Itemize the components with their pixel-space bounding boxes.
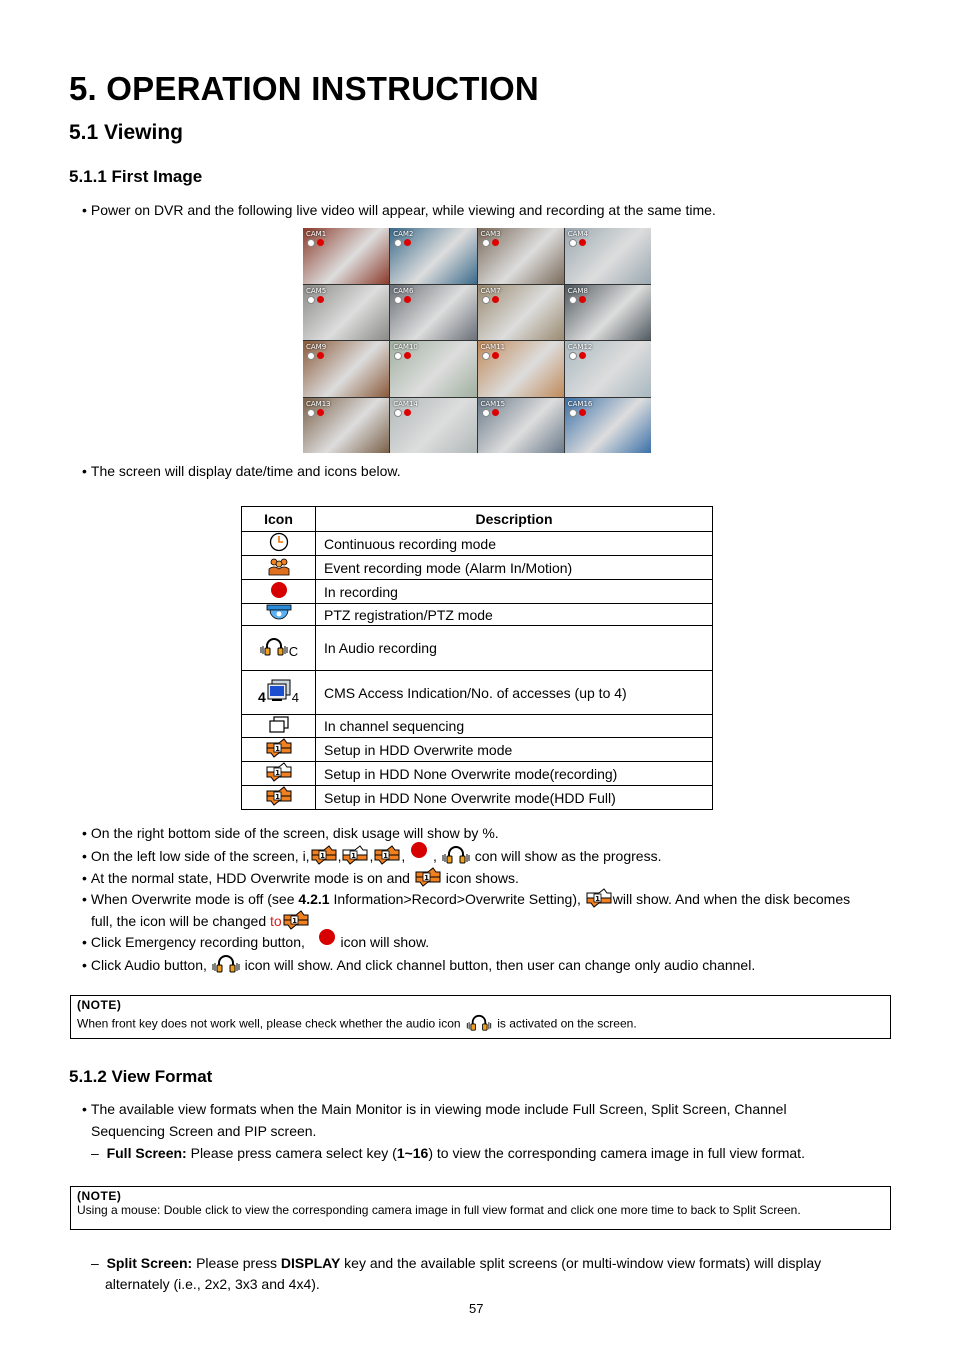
record-dot-icon <box>404 352 411 359</box>
note-text: is activated on the screen. <box>497 1016 637 1031</box>
record-dot-icon <box>579 296 586 303</box>
table-header-icon: Icon <box>242 507 316 532</box>
ptz-dome-icon <box>266 604 292 625</box>
hdd-none-overwrite-rec-icon <box>585 888 613 913</box>
dash: – <box>91 1145 99 1161</box>
split-screen-item-line2: alternately (i.e., 2x2, 3x3 and 4x4). <box>105 1276 320 1292</box>
subsection-title-first-image: 5.1.1 First Image <box>69 167 203 186</box>
note-title: (NOTE) <box>77 1189 122 1203</box>
table-cell-desc: CMS Access Indication/No. of accesses (up to 4) <box>316 671 713 715</box>
note-box-mouse <box>70 1186 891 1230</box>
bullet-text: When Overwrite mode is off (see <box>90 891 295 908</box>
term-split-screen: Split Screen: <box>106 1255 193 1271</box>
icon-table <box>241 506 713 810</box>
key-display: DISPLAY <box>280 1255 341 1271</box>
clock-icon <box>307 296 315 304</box>
section-title: 5.1 Viewing <box>69 121 183 144</box>
full-screen-item <box>91 1143 805 1163</box>
camera-label: CAM13 <box>306 399 331 408</box>
item-text: key and the available split screens (or multi-window view formats) will display <box>344 1255 822 1271</box>
camera-label: CAM5 <box>306 286 327 295</box>
subsection-title-view-format: 5.1.2 View Format <box>69 1067 213 1086</box>
clock-icon <box>569 409 577 417</box>
headphone-icon <box>464 1014 494 1035</box>
camera-tile <box>565 341 651 397</box>
table-cell-desc: Setup in HDD None Overwrite mode(recording) <box>316 762 713 786</box>
bullet-text: icon will show. <box>340 934 430 950</box>
clock-icon <box>394 352 402 360</box>
table-row <box>242 671 713 715</box>
camera-tile <box>565 285 651 341</box>
clock-icon <box>269 532 289 555</box>
bullet-text: icon will show. And click channel button, then user can change only audio channel. <box>244 957 756 974</box>
clock-icon <box>394 296 402 304</box>
camera-tile <box>478 285 564 341</box>
split-screen-item <box>91 1253 821 1273</box>
camera-tile <box>390 285 476 341</box>
clock-icon <box>307 239 315 247</box>
camera-tile <box>390 228 476 284</box>
clock-icon <box>307 352 315 360</box>
clock-icon <box>394 409 402 417</box>
camera-label: CAM4 <box>567 230 588 238</box>
note-text: When front key does not work well, please check whether the audio icon <box>77 1016 461 1031</box>
record-dot-icon <box>404 296 411 303</box>
record-dot-icon <box>579 352 586 359</box>
record-dot-icon <box>409 840 429 865</box>
record-dot-icon <box>404 409 411 416</box>
bullet-text: con will show as the progress. <box>474 848 662 865</box>
record-dot-icon <box>492 409 499 416</box>
headphone-icon <box>259 637 289 660</box>
note-body: Using a mouse: Double click to view the corresponding camera image in full view format and click one more time to back to Split Screen. <box>77 1203 801 1217</box>
table-cell-desc: PTZ registration/PTZ mode <box>316 604 713 626</box>
bullet-audio <box>82 954 755 979</box>
table-cell-desc: In channel sequencing <box>316 715 713 738</box>
record-dot-icon <box>269 580 289 603</box>
record-dot-icon <box>317 296 324 303</box>
hdd-none-overwrite-rec-icon <box>265 762 293 785</box>
camera-tile <box>565 228 651 284</box>
table-header-row <box>242 507 713 532</box>
table-cell-desc: Continuous recording mode <box>316 532 713 556</box>
chapter-title: 5. OPERATION INSTRUCTION <box>69 70 539 107</box>
camera-tile <box>478 341 564 397</box>
table-header-description: Description <box>316 507 713 532</box>
bullet-disk-usage: • On the right bottom side of the screen, disk usage will show by %. <box>82 823 499 843</box>
dash: – <box>91 1255 99 1271</box>
cms-prefix: 4 <box>257 689 266 706</box>
clock-icon <box>482 409 490 417</box>
record-dot-icon <box>404 239 411 246</box>
table-row <box>242 715 713 738</box>
bullet-text: Click Emergency recording button, <box>90 934 305 950</box>
sequence-icon <box>268 716 290 737</box>
table-row <box>242 738 713 762</box>
hdd-full-icon <box>265 786 293 809</box>
audio-suffix: C <box>288 643 299 659</box>
bullet-text: will show. And when the disk becomes <box>612 891 851 908</box>
bullet-text: full, the icon will be changed <box>91 913 267 930</box>
record-dot-icon <box>317 352 324 359</box>
clock-icon <box>482 352 490 360</box>
camera-label: CAM1 <box>306 230 327 238</box>
camera-tile <box>565 398 651 454</box>
clock-icon <box>307 409 315 417</box>
record-dot-icon <box>579 239 586 246</box>
record-dot-icon <box>579 409 586 416</box>
bullet-screen-display: • The screen will display date/time and icons below. <box>82 461 401 481</box>
bullet-view-formats: • The available view formats when the Main Monitor is in viewing mode include Full Screen, Split Screen, Channel <box>82 1099 787 1119</box>
camera-tile <box>303 398 389 454</box>
camera-label: CAM11 <box>480 343 506 351</box>
to-text: to <box>270 913 282 930</box>
table-cell-desc: In recording <box>316 580 713 604</box>
camera-tile <box>390 398 476 454</box>
table-row <box>242 626 713 671</box>
term-full-screen: Full Screen: <box>106 1145 187 1161</box>
table-row <box>242 532 713 556</box>
camera-label: CAM16 <box>567 399 593 408</box>
bullet-text: Information>Record>Overwrite Setting), <box>333 891 581 908</box>
camera-label: CAM3 <box>480 230 501 238</box>
table-row <box>242 556 713 580</box>
clock-icon <box>482 239 490 247</box>
note-body <box>71 1012 890 1035</box>
camera-label: CAM10 <box>393 343 418 351</box>
bullet-progress-icons: • On the left low side of the screen, i, , , , , con will show as the progress. <box>82 845 661 870</box>
table-row <box>242 580 713 604</box>
record-dot-icon <box>492 296 499 303</box>
camera-label: CAM6 <box>393 286 414 295</box>
table-cell-desc: Setup in HDD None Overwrite mode(HDD Full) <box>316 786 713 810</box>
camera-grid <box>303 228 651 453</box>
record-dot-icon <box>492 352 499 359</box>
table-row <box>242 604 713 626</box>
camera-label: CAM14 <box>393 399 418 408</box>
record-dot-icon <box>492 239 499 246</box>
clock-icon <box>482 296 490 304</box>
bullet-text: Click Audio button, <box>90 957 207 974</box>
clock-icon <box>569 296 577 304</box>
item-text: Please press <box>196 1255 277 1271</box>
bullet-text: On the left low side of the screen, i, <box>90 848 310 865</box>
clock-icon <box>394 239 402 247</box>
camera-label: CAM9 <box>306 343 327 351</box>
clock-icon <box>569 239 577 247</box>
record-dot-icon <box>317 927 337 952</box>
record-dot-icon <box>317 409 324 416</box>
item-text: ) to view the corresponding camera image in full view format. <box>428 1145 805 1161</box>
record-dot-icon <box>317 239 324 246</box>
table-row <box>242 762 713 786</box>
camera-tile <box>303 341 389 397</box>
camera-tile <box>390 341 476 397</box>
camera-label: CAM15 <box>480 399 506 408</box>
section-ref: 4.2.1 <box>298 891 330 908</box>
bullet-view-formats-line2: Sequencing Screen and PIP screen. <box>91 1123 317 1139</box>
table-cell-desc: Setup in HDD Overwrite mode <box>316 738 713 762</box>
hdd-overwrite-icon <box>265 738 293 761</box>
bullet-text: At the normal state, HDD Overwrite mode is on and <box>90 870 410 887</box>
bullet-text: icon shows. <box>445 870 519 887</box>
camera-label: CAM8 <box>567 286 588 295</box>
camera-tile <box>478 228 564 284</box>
page-number: 57 <box>469 1301 484 1316</box>
bullet-power-on: • Power on DVR and the following live video will appear, while viewing and recording at the same time. <box>82 200 716 220</box>
camera-label: CAM2 <box>393 230 414 238</box>
bullet-emergency <box>82 932 429 952</box>
camera-tile <box>478 398 564 454</box>
key-range: 1~16 <box>396 1145 429 1161</box>
headphone-icon <box>211 954 241 979</box>
camera-tile <box>303 228 389 284</box>
monitor-icon <box>266 679 292 706</box>
note-title: (NOTE) <box>77 998 122 1012</box>
cms-suffix: 4 <box>291 690 300 706</box>
table-cell-desc: In Audio recording <box>316 626 713 671</box>
camera-tile <box>303 285 389 341</box>
clock-icon <box>569 352 577 360</box>
item-text: Please press camera select key ( <box>190 1145 397 1161</box>
camera-label: CAM7 <box>480 286 501 295</box>
note-box-audio <box>70 995 891 1039</box>
table-row <box>242 786 713 810</box>
camera-label: CAM12 <box>567 343 593 351</box>
table-cell-desc: Event recording mode (Alarm In/Motion) <box>316 556 713 580</box>
people-icon <box>268 556 290 579</box>
